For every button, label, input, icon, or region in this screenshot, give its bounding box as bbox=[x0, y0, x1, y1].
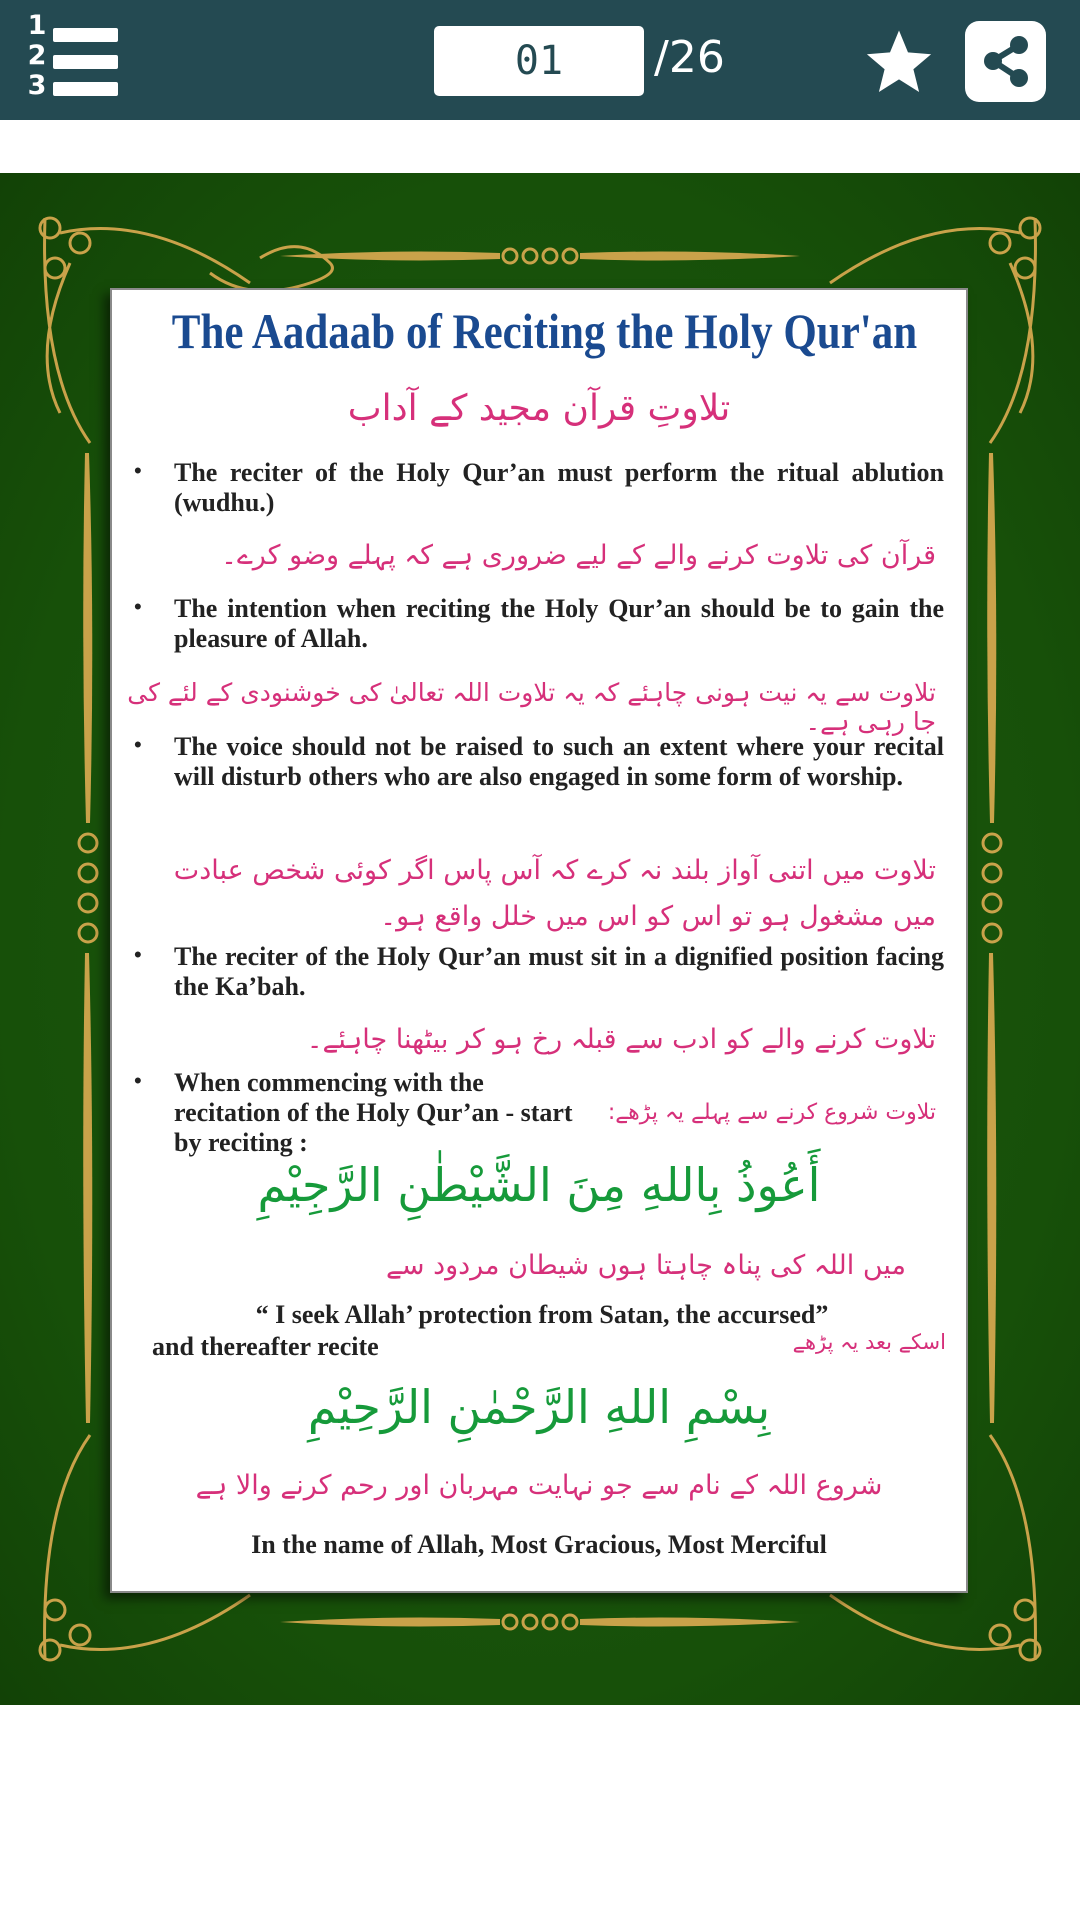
rule-3-urdu: تلاوت میں اتنی آواز بلند نہ کرے کہ آس پاس اگر کوئی شخص عبادت میں مشغول ہو تو اس کو اس میں خلل واقع ہو۔ bbox=[173, 855, 936, 932]
bismillah-arabic: بِسْمِ اللهِ الرَّحْمٰنِ الرَّحِيْمِ bbox=[307, 1380, 771, 1434]
bullet-icon: • bbox=[134, 942, 142, 967]
list-line-icon bbox=[53, 28, 118, 42]
card-title: The Aadaab of Reciting the Holy Qur'an bbox=[171, 303, 918, 359]
index-number-2: 2 bbox=[27, 40, 47, 71]
page-image-panel bbox=[0, 173, 1080, 1705]
star-icon bbox=[862, 26, 936, 98]
rule-4-english: The reciter of the Holy Qur’an must sit in a dignified position facing the Ka’bah. bbox=[174, 942, 944, 1001]
top-app-bar bbox=[0, 0, 1080, 120]
rule-2-english: The intention when reciting the Holy Qur’an should be to gain the pleasure of Allah. bbox=[174, 594, 944, 653]
bismillah-english: In the name of Allah, Most Gracious, Most Merciful bbox=[251, 1530, 827, 1559]
rule-3-english: The voice should not be raised to such an extent where your recital will disturb others who are also engaged in some form of worship. bbox=[174, 732, 944, 791]
bullet-icon: • bbox=[134, 1068, 142, 1093]
taawwudh-english: “ I seek Allah’ protection from Satan, the accursed” bbox=[255, 1300, 829, 1329]
list-line-icon bbox=[53, 82, 118, 96]
taawwudh-arabic: أَعُوذُ بِاللهِ مِنَ الشَّيْطٰنِ الرَّجِيْمِ bbox=[257, 1158, 821, 1212]
thereafter-english: and thereafter recite bbox=[152, 1332, 379, 1361]
bookmark-star-button[interactable] bbox=[862, 26, 936, 98]
thereafter-urdu: اسکے بعد یہ پڑھے bbox=[792, 1330, 946, 1354]
share-icon bbox=[965, 21, 1046, 102]
bullet-icon: • bbox=[134, 458, 142, 483]
taawwudh-urdu: میں اللہ کی پناہ چاہتا ہوں شیطان مردود سے bbox=[386, 1250, 906, 1281]
page-total-label: /26 bbox=[654, 32, 725, 83]
rule-4-urdu: تلاوت کرنے والے کو ادب سے قبلہ رخ ہو کر بیٹھنا چاہئے۔ bbox=[306, 1024, 936, 1055]
rule-5-urdu: تلاوت شروع کرنے سے پہلے یہ پڑھے: bbox=[607, 1100, 936, 1125]
share-button[interactable] bbox=[965, 21, 1046, 102]
rule-1-english: The reciter of the Holy Qur’an must perform the ritual ablution (wudhu.) bbox=[174, 458, 944, 517]
bismillah-urdu: شروع اللہ کے نام سے جو نہایت مہربان اور رحم کرنے والا ہے bbox=[195, 1470, 883, 1501]
page-index-menu-button[interactable] bbox=[26, 10, 122, 110]
urdu-title: تلاوتِ قرآن مجید کے آداب bbox=[347, 388, 731, 429]
aadaab-card bbox=[110, 288, 968, 1593]
index-number-1: 1 bbox=[27, 10, 47, 41]
bullet-icon: • bbox=[134, 594, 142, 619]
index-number-3: 3 bbox=[27, 70, 47, 101]
rule-1-urdu: قرآن کی تلاوت کرنے والے کے لیے ضروری ہے کہ پہلے وضو کرے۔ bbox=[221, 540, 936, 571]
rule-5-english: When commencing with the recitation of the Holy Qur’an - start by reciting : bbox=[174, 1068, 573, 1157]
rule-2-urdu: تلاوت سے یہ نیت ہونی چاہئے کہ یہ تلاوت اللہ تعالیٰ کی خوشنودی کے لئے کی جا رہی ہے۔ bbox=[127, 678, 936, 736]
page-number-input[interactable]: 01 bbox=[434, 26, 644, 96]
bullet-icon: • bbox=[134, 732, 142, 757]
list-line-icon bbox=[53, 55, 118, 69]
